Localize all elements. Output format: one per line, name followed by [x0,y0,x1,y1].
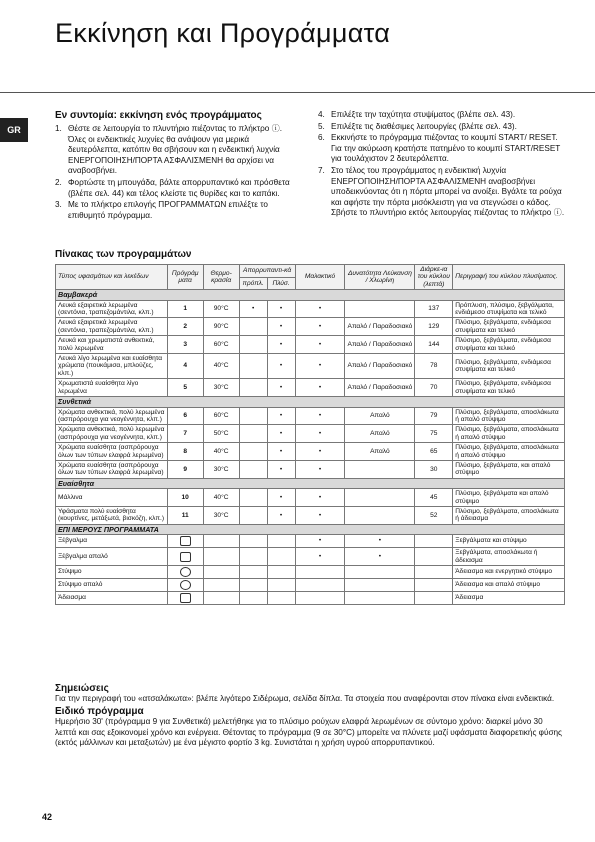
wash-cell [267,579,295,592]
program-cell [167,548,203,566]
softener-cell: • [295,489,345,507]
step-item [318,133,565,165]
fabric-cell: Μάλλινα [56,489,168,507]
bleach-cell [345,592,415,605]
duration-cell: 65 [415,443,453,461]
step-text: Επιλέξτε τις διαθέσιμες λειτουργίες (βλέπε σελ. 43). [331,121,517,131]
program-cell: 10 [167,489,203,507]
softener-cell: • [295,379,345,397]
description-cell: Πλύσιμο, ξεβγάλματα, ενδιάμεσα στυψίματα και τελικό [453,379,565,397]
duration-cell: 137 [415,300,453,318]
program-cell: 2 [167,318,203,336]
bleach-cell [345,566,415,579]
fabric-cell: Χρώματα ευαίσθητα (ασπρόρουχα όλων των τύπων ελαφρά λερωμένα) [56,443,168,461]
fabric-cell: Λευκά εξαιρετικά λερωμένα (σεντόνια, τραπεζομάντιλα, κλπ.) [56,300,168,318]
header-softener: Μαλακτικό [295,265,345,290]
fabric-cell: Ξέβγαλμα [56,535,168,548]
steps-left-column [55,124,300,222]
description-cell: Άδειασμα και ενεργητικό στύψιμο [453,566,565,579]
fabric-cell: Λευκά και χρωματιστά ανθεκτικά, πολύ λερωμένα [56,336,168,354]
step-number: 5. [318,121,325,131]
description-cell: Ξεβγάλματα και στύψιμο [453,535,565,548]
header-duration: Διάρκε-ια του κύκλου (λεπτά) [415,265,453,290]
temperature-cell: 30°C [203,506,239,524]
temperature-cell: 40°C [203,489,239,507]
category-row [56,524,565,534]
bleach-cell: • [345,535,415,548]
wash-cell: • [267,379,295,397]
wash-cell: • [267,506,295,524]
category-row [56,478,565,488]
program-cell: 9 [167,460,203,478]
table-row [56,506,565,524]
table-row [56,460,565,478]
notes-text: Για την περιγραφή του «ατσαλάκωτα»: βλέπε λιγότερο Σιδέρωμα, σελίδα δίπλα. Τα στοιχεία που αναφέρονται στον πίνακα είναι ενδεικτικά. [55,694,555,704]
wash-cell: • [267,300,295,318]
step-item [55,200,300,221]
table-row [56,548,565,566]
step-item [55,178,300,199]
program-cell: 4 [167,354,203,379]
header-description: Περιγραφή του κύκλου πλυσίματος. [453,265,565,290]
fabric-cell: Στύψιμο απαλό [56,579,168,592]
prewash-cell [239,354,267,379]
step-text: Εκκινήστε το πρόγραμμα πιέζοντας το κουμπί START/ RESET. Για την ακύρωση κρατήστε πατημένο το κουμπί START/RESET για τουλάχιστον 2 δευτερόλεπτα. [331,133,561,164]
program-cell: 3 [167,336,203,354]
wash-cell: • [267,443,295,461]
table-row [56,535,565,548]
description-cell: Ξεβγάλματα, αποσλάκωτα ή άδειασμα [453,548,565,566]
category-row [56,290,565,300]
wash-cell: • [267,425,295,443]
wash-cell [267,566,295,579]
description-cell: Πλύσιμο, ξεβγάλματα, και απαλό στύψιμο [453,460,565,478]
fabric-cell: Χρώματα ανθεκτικά, πολύ λερωμένα (ασπρόρουχα για νεογέννητα, κλπ.) [56,425,168,443]
bleach-cell: Απαλό [345,443,415,461]
description-cell: Πλύσιμο, ξεβγάλματα, αποσλάκωτα ή απαλό στύψιμο [453,443,565,461]
wash-cell: • [267,354,295,379]
step-text: Επιλέξτε την ταχύτητα στυψίματος (βλέπε σελ. 43). [331,110,516,119]
temperature-cell: 30°C [203,460,239,478]
step-number: 7. [318,165,325,175]
table-row [56,379,565,397]
duration-cell: 79 [415,407,453,425]
description-cell: Πλύσιμο, ξεβγάλματα, ενδιάμεσα στυψίματα και τελικό [453,354,565,379]
prewash-cell [239,443,267,461]
steps-right-column [318,110,565,220]
description-cell: Πλύσιμο, ξεβγάλματα και απαλό στύψιμο [453,489,565,507]
temperature-cell [203,579,239,592]
softener-cell: • [295,443,345,461]
prewash-cell [239,592,267,605]
duration-cell [415,548,453,566]
temperature-cell: 40°C [203,443,239,461]
program-cell: 5 [167,379,203,397]
header-temperature: Θερμο-κρασία [203,265,239,290]
description-cell: Πλύσιμο, ξεβγάλματα, αποσλάκωτα ή άδειασμα [453,506,565,524]
table-row [56,407,565,425]
description-cell: Πλύσιμο, ξεβγάλματα, ενδιάμεσα στυψίματα και τελικό [453,318,565,336]
fabric-cell: Χρωματιστά ευαίσθητα λίγο λερωμένα [56,379,168,397]
step-number: 4. [318,110,325,119]
temperature-cell: 30°C [203,379,239,397]
bleach-cell [345,460,415,478]
header-program: Πρόγράμ ματα [167,265,203,290]
step-number: 1. [55,124,62,133]
category-label: ΕΠΙ ΜΕΡΟΥΣ ΠΡΟΓΡΑΜΜΑΤΑ [56,524,565,534]
description-cell: Πρόπλυση, πλύσιμο, ξεβγάλματα, ενδιάμεσο στυψίματα και τελικό [453,300,565,318]
temperature-cell: 90°C [203,300,239,318]
wash-cell [267,592,295,605]
wash-cell: • [267,318,295,336]
special-program-heading: Ειδικό πρόγραμμα [55,705,144,717]
language-tab: GR [0,118,28,142]
table-row [56,566,565,579]
step-item [318,166,565,219]
bleach-cell: Απαλό [345,425,415,443]
program-cell [167,566,203,579]
table-row [56,489,565,507]
program-cell: 8 [167,443,203,461]
gentle-spin-icon [180,580,191,590]
table-row [56,443,565,461]
program-cell: 6 [167,407,203,425]
step-text: Φορτώστε τη μπουγάδα, βάλτε απορρυπαντικό και πρόσθετα (βλέπε σελ. 44) και τέλος κλείστε τις θυρίδες και το καπάκι. [68,177,290,198]
table-row [56,336,565,354]
step-item [318,110,565,121]
header-fabric: Τύπος υφασμάτων και λεκέδων [56,265,168,290]
duration-cell: 78 [415,354,453,379]
temperature-cell: 90°C [203,318,239,336]
rinse-icon [180,536,191,546]
header-wash: Πλύσ. [267,277,295,290]
table-row [56,579,565,592]
description-cell: Πλύσιμο, ξεβγάλματα, αποσλάκωτα ή απαλό στύψιμο [453,407,565,425]
step-number: 6. [318,133,325,143]
intro-heading: Εν συντομία: εκκίνηση ενός προγράμματος [55,110,262,121]
special-program-text: Ημερήσιο 30' (πρόγραμμα 9 για Συνθετικά) μελετήθηκε για το πλύσιμο ρούχων ελαφρά λερωμένων σε σύντομο χρόνο: διαρκεί μόνο 30 λεπτά και σας εξοικονομεί χρόνο και ενέργεια. Θέτοντας το πρόγραμμα (9 σε 30°C) μπορείτε να πλύνετε μαζί υφάσματα διαφορετικής φύσης (εκτός μάλλινων και μεταξωτών) με ένα μέγιστο φορτίο 3 kg. Συνιστάται η χρήση υγρού απορρυπαντικού. [55,717,562,748]
bleach-cell: Απαλό / Παραδοσιακό [345,336,415,354]
bleach-cell: Απαλό / Παραδοσιακό [345,354,415,379]
prewash-cell [239,336,267,354]
prewash-cell [239,379,267,397]
prewash-cell [239,425,267,443]
duration-cell: 70 [415,379,453,397]
category-label: Βαμβακερά [56,290,565,300]
description-cell: Άδειασμα [453,592,565,605]
duration-cell [415,535,453,548]
bleach-cell: Απαλό [345,407,415,425]
duration-cell: 30 [415,460,453,478]
temperature-cell [203,592,239,605]
header-rule [0,92,595,93]
softener-cell: • [295,425,345,443]
temperature-cell [203,566,239,579]
prewash-cell [239,579,267,592]
wash-cell: • [267,407,295,425]
category-label: Ευαίσθητα [56,478,565,488]
bleach-cell [345,506,415,524]
step-text: Με το πλήκτρο επιλογής ΠΡΟΓΡΑΜΜΑΤΩΝ επιλέξτε το επιθυμητό πρόγραμμα. [68,200,268,220]
duration-cell [415,592,453,605]
prewash-cell [239,489,267,507]
prewash-cell [239,407,267,425]
header-bleach: Δυνατότητα Λεύκανση / Χλωρίνη [345,265,415,290]
spin-icon [180,567,191,577]
table-row [56,300,565,318]
wash-cell [267,548,295,566]
bleach-cell: Απαλό / Παραδοσιακό [345,318,415,336]
step-item [55,124,300,177]
bleach-cell [345,579,415,592]
softener-cell: • [295,354,345,379]
program-cell: 7 [167,425,203,443]
fabric-cell: Χρώματα ανθεκτικά, πολύ λερωμένα (ασπρόρουχα για νεογέννητα, κλπ.) [56,407,168,425]
softener-cell [295,579,345,592]
description-cell: Πλύσιμο, ξεβγάλματα, αποσλάκωτα ή απαλό στύψιμο [453,425,565,443]
notes-section [55,684,565,750]
table-row [56,592,565,605]
temperature-cell: 40°C [203,354,239,379]
temperature-cell: 60°C [203,407,239,425]
prewash-cell [239,548,267,566]
program-cell [167,535,203,548]
temperature-cell [203,535,239,548]
drain-icon [180,593,191,603]
softener-cell: • [295,535,345,548]
fabric-cell: Λευκά εξαιρετικά λερωμένα (σεντόνια, τραπεζομάντιλα, κλπ.) [56,318,168,336]
program-cell [167,579,203,592]
prewash-cell [239,535,267,548]
softener-cell: • [295,407,345,425]
softener-cell: • [295,300,345,318]
fabric-cell: Λευκά λίγο λερωμένα και ευαίσθητα χρώματα (πουκάμισα, μπλούζες, κλπ.) [56,354,168,379]
bleach-cell: Απαλό / Παραδοσιακό [345,379,415,397]
prewash-cell [239,506,267,524]
programs-table [55,264,565,605]
softener-cell [295,566,345,579]
fabric-cell: Υφάσματα πολύ ευαίσθητα (κουρτίνες, μετάξωτά, βισκόζη, κλπ.) [56,506,168,524]
fabric-cell: Ξέβγαλμα απαλό [56,548,168,566]
bleach-cell: • [345,548,415,566]
duration-cell: 52 [415,506,453,524]
duration-cell: 129 [415,318,453,336]
table-heading: Πίνακας των προγραμμάτων [55,249,192,260]
description-cell: Πλύσιμο, ξεβγάλματα, ενδιάμεσα στυψίματα και τελικό [453,336,565,354]
wash-cell: • [267,489,295,507]
prewash-cell [239,566,267,579]
table-row [56,354,565,379]
program-cell: 11 [167,506,203,524]
bleach-cell [345,489,415,507]
softener-cell: • [295,318,345,336]
program-cell [167,592,203,605]
step-item [318,122,565,133]
temperature-cell: 60°C [203,336,239,354]
softener-cell [295,592,345,605]
category-row [56,397,565,407]
wash-cell [267,535,295,548]
softener-cell: • [295,506,345,524]
step-text: Στο τέλος του προγράμματος η ενδεικτική λυχνία ΕΝΕΡΓΟΠΟΙΗΣΗ/ΠΟΡΤΑ ΑΣΦΑΛΙΣΜΕΝΗ αναβοσβήνει υποδεικνύοντας ότι η πόρτα μπορεί να ανοίξει. Βγάλτε τα ρούχα και αφήστε την πόρτα μισόκλειστη για να στεγνώσει ο κάδος. Σβήστε το πλυντήριο εκτός λειτουργίας πιέζοντας το πλήκτρο ⓘ. [331,165,565,218]
duration-cell [415,566,453,579]
prewash-cell: • [239,300,267,318]
softener-cell: • [295,460,345,478]
program-cell: 1 [167,300,203,318]
fabric-cell: Στύψιμο [56,566,168,579]
prewash-cell [239,460,267,478]
fabric-cell: Χρώματα ευαίσθητα (ασπρόρουχα όλων των τύπων ελαφρά λερωμένα) [56,460,168,478]
wash-cell: • [267,460,295,478]
prewash-cell [239,318,267,336]
header-prewash: πρόπλ. [239,277,267,290]
table-row [56,425,565,443]
notes-heading: Σημειώσεις [55,683,109,694]
header-detergents: Απορρυπαντι-κά [239,265,295,278]
duration-cell [415,579,453,592]
duration-cell: 144 [415,336,453,354]
table-row [56,318,565,336]
gentle-rinse-icon [180,552,191,562]
wash-cell: • [267,336,295,354]
description-cell: Άδειασμα και απαλό στύψιμο [453,579,565,592]
softener-cell: • [295,548,345,566]
page-title: Εκκίνηση και Προγράμματα [55,18,391,48]
bleach-cell [345,300,415,318]
duration-cell: 45 [415,489,453,507]
temperature-cell [203,548,239,566]
fabric-cell: Άδειασμα [56,592,168,605]
step-number: 2. [55,177,62,187]
category-label: Συνθετικά [56,397,565,407]
softener-cell: • [295,336,345,354]
duration-cell: 75 [415,425,453,443]
temperature-cell: 50°C [203,425,239,443]
page-number: 42 [42,812,53,822]
step-text: Θέστε σε λειτουργία το πλυντήριο πιέζοντας το πλήκτρο ⓘ. Όλες οι ενδεικτικές λυχνίες θα ανάψουν για μερικά δευτερόλεπτα, κατόπιν θα σβήσουν και η ενδεικτική λυχνία ΕΝΕΡΓΟΠΟΙΗΣΗ/ΠΟΡΤΑ ΑΣΦΑΛΙΣΜΕΝΗ θα αρχίσει να αναβοσβήνει. [68,124,283,176]
step-number: 3. [55,200,62,210]
